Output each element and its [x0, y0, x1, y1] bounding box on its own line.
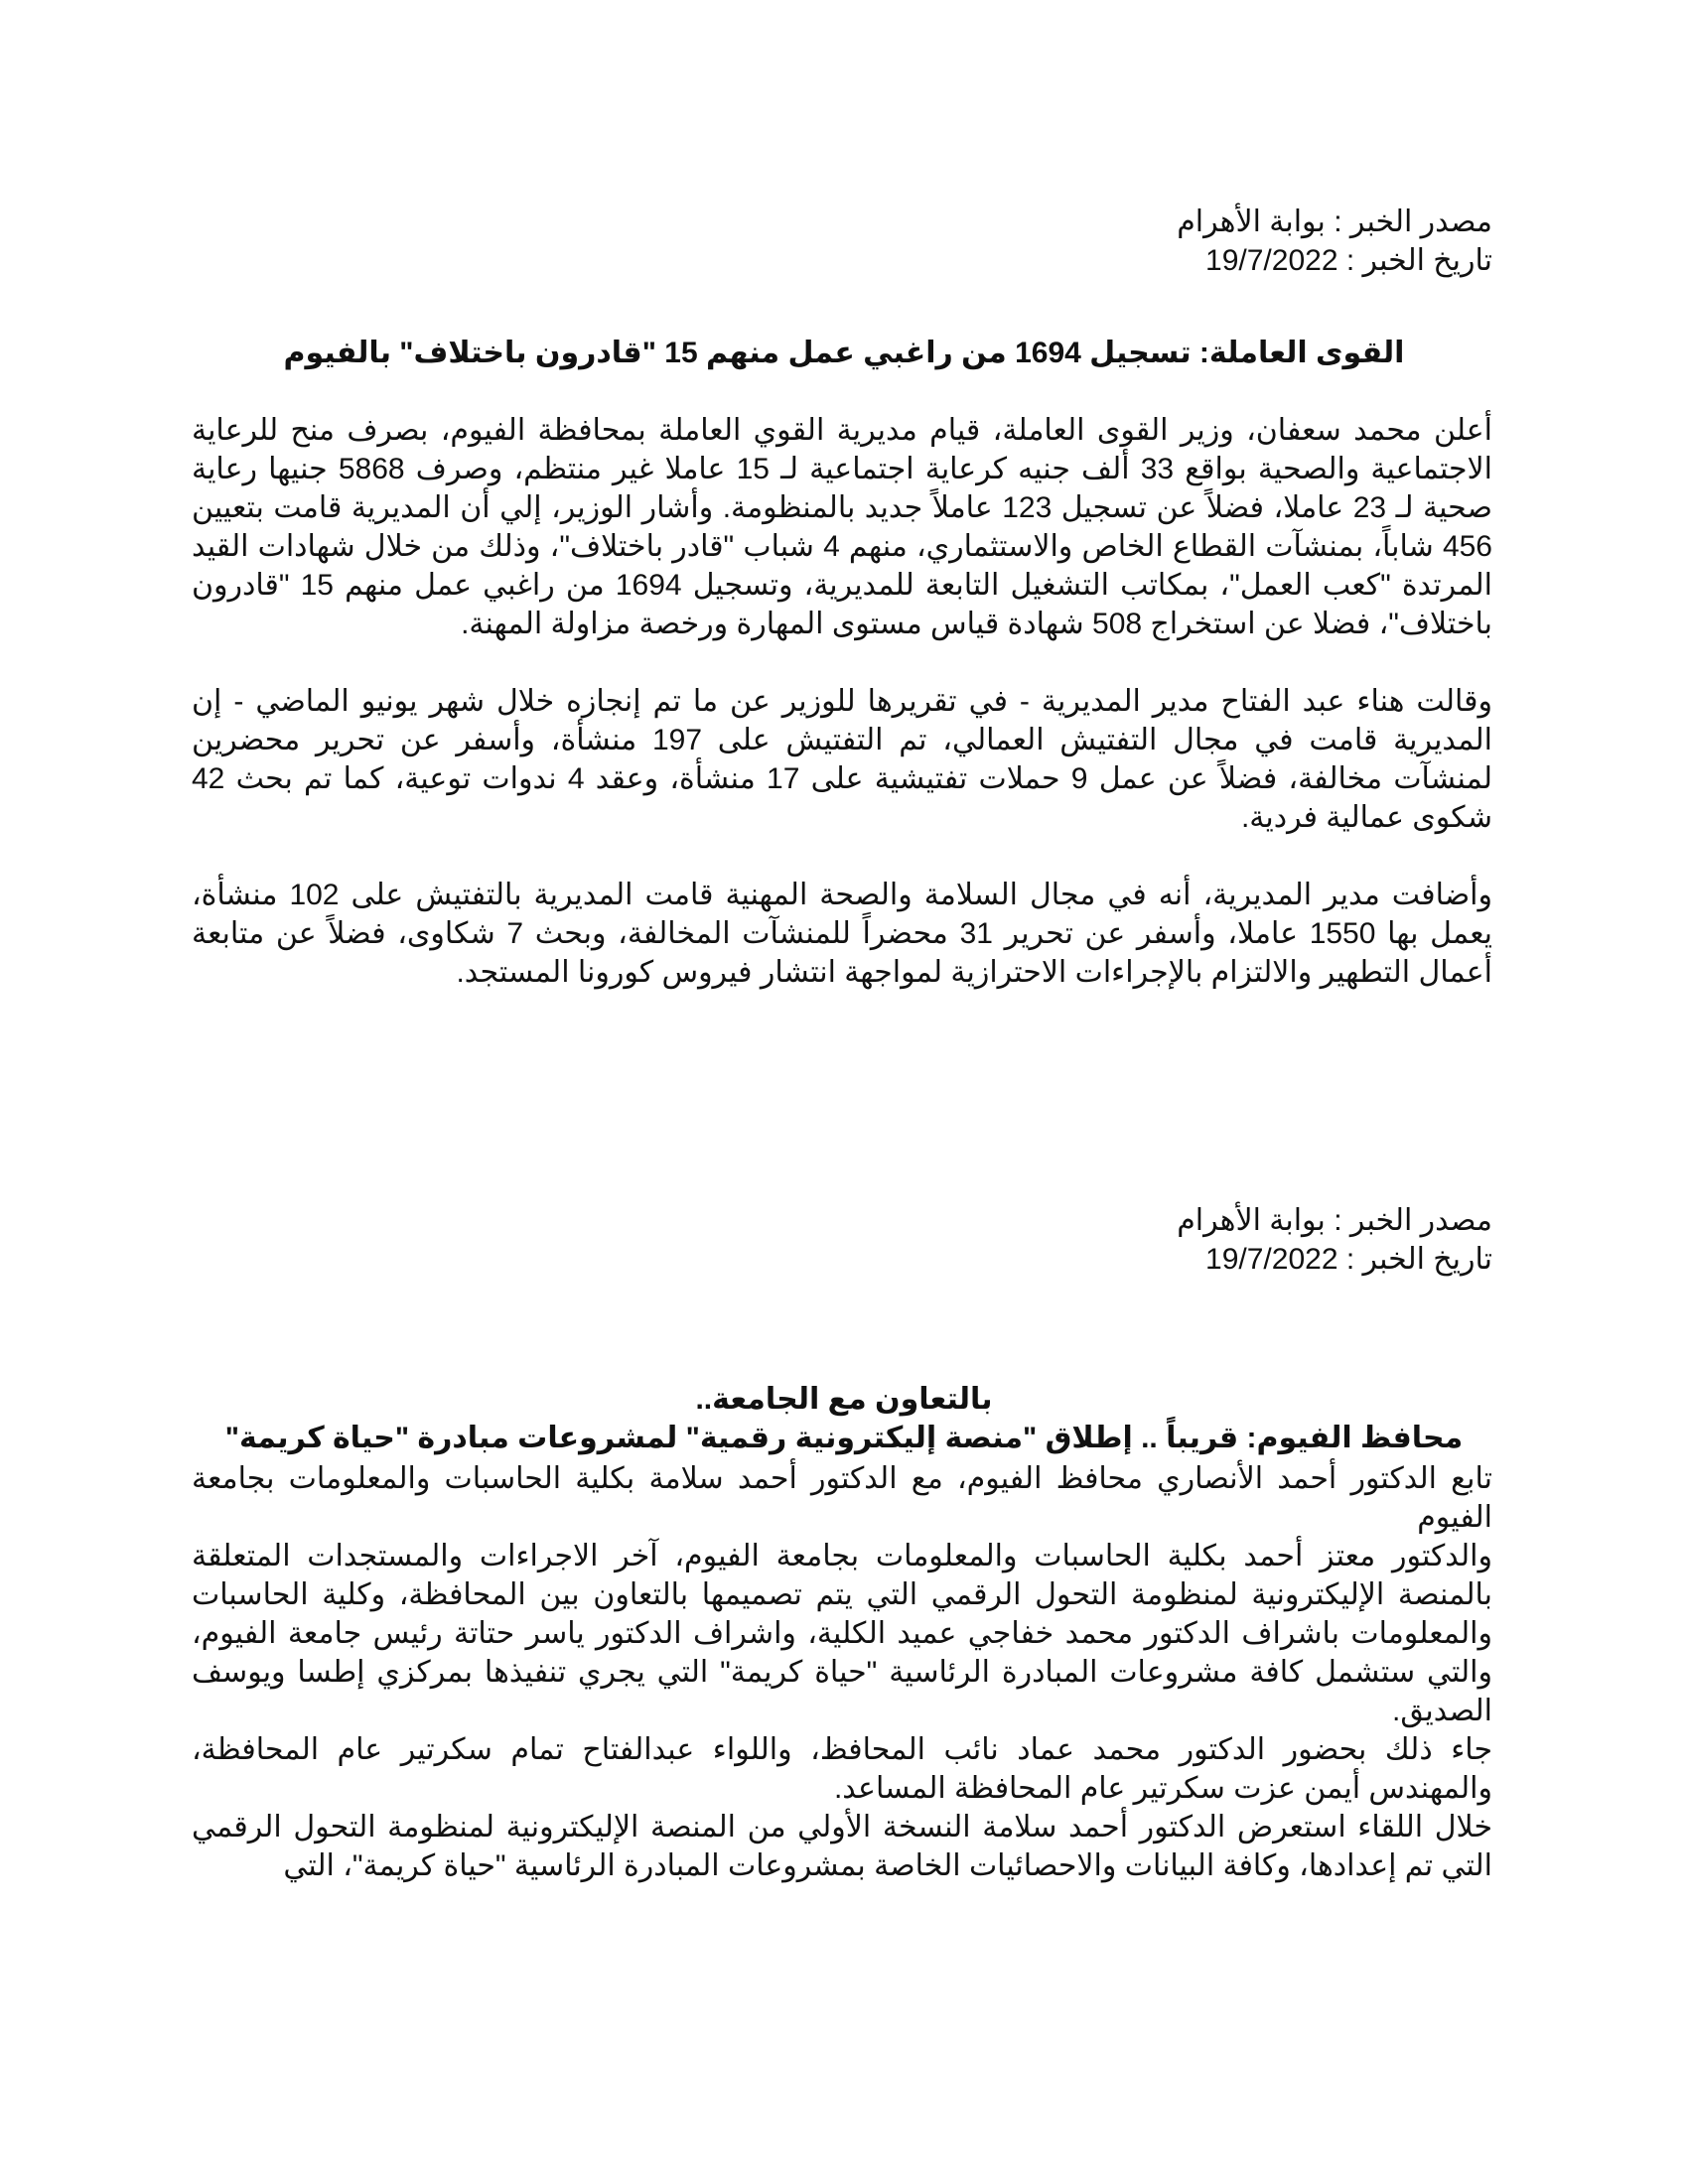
article2-kicker: بالتعاون مع الجامعة.. [695, 1383, 993, 1416]
article1-paragraph-3: وأضافت مدير المديرية، أنه في مجال السلامة والصحة المهنية قامت المديرية بالتفتيش على 102 منشأة، يعمل بها 1550 عاملا، وأسفر عن تحرير 31 محضراً للمنشآت المخالفة، وبحث 7 شكاوى، فضلاً عن متابعة أعمال التطهير والالتزام بالإجراءات الاحترازية لمواجهة انتشار فيروس كورونا المستجد. [192, 879, 1493, 989]
article2-paragraph-3: جاء ذلك بحضور الدكتور محمد عماد نائب المحافظ، واللواء عبدالفتاح تمام سكرتير عام المحافظة، والمهندس أيمن عزت سكرتير عام المحافظة المساعد. [192, 1733, 1492, 1805]
article1-date: تاريخ الخبر : 19/7/2022 [1205, 244, 1492, 277]
article1-paragraph-2: وقالت هناء عبد الفتاح مدير المديرية - في تقريرها للوزير عن ما تم إنجازه خلال شهر يونيو الماضي - إن المديرية قامت في مجال التفتيش العمالي، تم التفتيش على 197 منشأة، وأسفر عن تحرير محضرين لمنشآت مخالفة، فضلاً عن عمل 9 حملات تفتيشية على 17 منشأة، وعقد 4 ندوات توعية، كما تم بحث 42 شكوى عمالية فردية. [192, 685, 1492, 834]
article1-meta [192, 203, 1492, 280]
article1-source: مصدر الخبر : بوابة الأهرام [1177, 205, 1492, 238]
article2-paragraph-2: والدكتور معتز أحمد بكلية الحاسبات والمعلومات بجامعة الفيوم، آخر الاجراءات والمستجدات المتعلقة بالمنصة الإليكترونية لمنظومة التحول الرقمي التي يتم تصميمها بالتعاون بين المحافظة، وكلية الحاسبات والمعلومات باشراف الدكتور محمد خفاجي عميد الكلية، واشراف الدكتور ياسر حتاتة رئيس جامعة الفيوم، والتي ستشمل كافة مشروعات المبادرة الرئاسية "حياة كريمة" التي يجري تنفيذها بمركزي إطسا ويوسف الصديق. [192, 1540, 1492, 1727]
article2-source: مصدر الخبر : بوابة الأهرام [1177, 1204, 1492, 1237]
article2-paragraph-4: خلال اللقاء استعرض الدكتور أحمد سلامة النسخة الأولي من المنصة الإليكترونية لمنظومة التحول الرقمي التي تم إعدادها، وكافة البيانات والاحصائيات الخاصة بمشروعات المبادرة الرئاسية "حياة كريمة"، التي [192, 1811, 1492, 1882]
article2-paragraph-1: تابع الدكتور أحمد الأنصاري محافظ الفيوم، مع الدكتور أحمد سلامة بكلية الحاسبات والمعلومات بجامعة الفيوم [192, 1462, 1492, 1534]
article2-date: تاريخ الخبر : 19/7/2022 [1205, 1243, 1492, 1276]
article2-body [192, 1459, 1492, 1885]
article2-meta [192, 1201, 1492, 1279]
article1-title: القوى العاملة: تسجيل 1694 من راغبي عمل منهم 15 "قادرون باختلاف" بالفيوم [283, 337, 1405, 369]
article1-paragraph-1: أعلن محمد سعفان، وزير القوى العاملة، قيام مديرية القوي العاملة بمحافظة الفيوم، بصرف منح للرعاية الاجتماعية والصحية بواقع 33 ألف جنيه كرعاية اجتماعية لـ 15 عاملا غير منتظم، وصرف 5868 جنيها رعاية صحية لـ 23 عاملا، فضلاً عن تسجيل 123 عاملاً جديد بالمنظومة. وأشار الوزير، إلي أن المديرية قامت بتعيين 456 شاباً، بمنشآت القطاع الخاص والاستثماري، منهم 4 شباب "قادر باختلاف"، وذلك من خلال شهادات القيد المرتدة "كعب العمل"، بمكاتب التشغيل التابعة للمديرية، وتسجيل 1694 من راغبي عمل منهم 15 "قادرون باختلاف"، فضلا عن استخراج 508 شهادة قياس مستوى المهارة ورخصة مزاولة المهنة. [192, 414, 1493, 640]
article1-body [192, 411, 1492, 992]
article2-title: محافظ الفيوم: قريباً .. إطلاق "منصة إليكترونية رقمية" لمشروعات مبادرة "حياة كريمة" [224, 1422, 1464, 1454]
